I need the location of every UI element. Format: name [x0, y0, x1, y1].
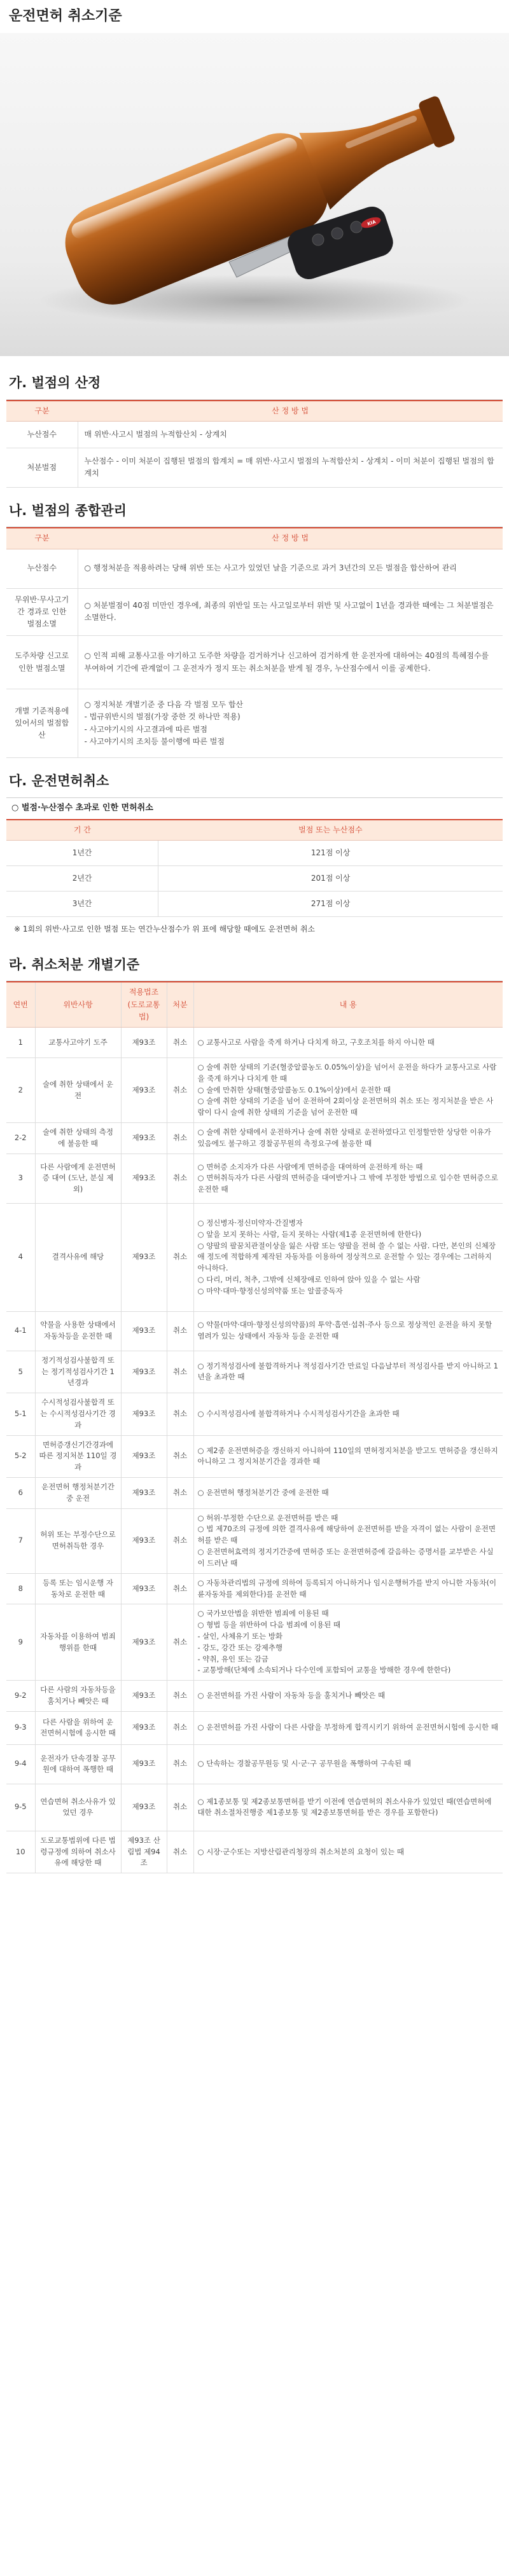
row-content-line: ○ 허위·부정한 수단으로 운전면허를 받은 때 [197, 1513, 338, 1522]
row-label: 도주차량 신고로 인한 벌점소멸 [6, 636, 78, 689]
revocation-criteria-table [6, 981, 503, 1873]
footnote: ※ 1회의 위반·사고로 인한 벌점 또는 연간누산점수가 위 표에 해당할 때에도 운전면허 취소 [14, 924, 316, 933]
row-action: 취소 [167, 1681, 193, 1712]
row-content-line: ○ 마약·대마·향정신성의약품 또는 알콜중독자 [197, 1286, 343, 1295]
row-number: 9-4 [6, 1744, 35, 1784]
row-law: 제93조 [121, 1508, 167, 1573]
row-law: 제93조 [121, 1711, 167, 1744]
row-action: 취소 [167, 1203, 193, 1311]
row-line: ○ 정지처분 개별기준 중 다음 각 벌점 모두 합산 [84, 700, 244, 710]
row-content [193, 1393, 503, 1435]
row-violation: 허위 또는 부정수단으로 면허취득한 경우 [35, 1508, 121, 1573]
section-license-revocation [0, 758, 509, 942]
table-row [6, 1711, 503, 1744]
row-violation: 다른 사람의 자동차등을 훔치거나 빼앗은 때 [35, 1681, 121, 1712]
section-title-calculation: 가. 벌점의 산정 [6, 360, 503, 400]
points-cell: 201점 이상 [158, 865, 503, 891]
row-action: 취소 [167, 1604, 193, 1681]
row-number: 9-5 [6, 1784, 35, 1831]
column-header-law: 적용법조 (도로교통법) [121, 982, 167, 1027]
page-title: 운전면허 취소기준 [9, 8, 122, 24]
row-violation: 면허증갱신기간경과에 따른 정지처분 110일 경과 [35, 1435, 121, 1477]
row-content [193, 1784, 503, 1831]
row-action: 취소 [167, 1744, 193, 1784]
row-label: 처분벌점 [6, 448, 78, 487]
row-content [193, 1831, 503, 1873]
table-row [6, 1831, 503, 1873]
row-text [78, 549, 503, 588]
row-content [193, 1028, 503, 1058]
row-content-line: ○ 면허취득자가 다른 사람의 면허증을 대여받거나 그 밖에 부정한 방법으로 입수한 면허증으로 운전한 때 [197, 1173, 498, 1194]
table-row [6, 1573, 503, 1604]
row-content [193, 1123, 503, 1154]
row-content-line: ○ 술에 취한 상태에서 운전하거나 술에 취한 상태로 운전하였다고 인정할만한 상당한 이유가 있음에도 불구하고 경찰공무원의 측정요구에 불응한 때 [197, 1127, 491, 1148]
car-key-brand-logo: KIA [366, 219, 377, 227]
row-violation: 결격사유에 해당 [35, 1203, 121, 1311]
points-cell: 271점 이상 [158, 891, 503, 916]
row-action: 취소 [167, 1393, 193, 1435]
section-penalty-calculation [0, 360, 509, 488]
row-line: ○ 인적 피해 교통사고를 야기하고 도주한 차량을 검거하거나 신고하여 검거하게 한 운전자에 대하여는 40점의 특혜점수를 부여하여 기간에 관계없이 그 운전자가 정지 또는 취소처분을 받게 될 경우, 누산점수에서 이를 공제한다. [84, 651, 489, 673]
row-label: 누산점수 [6, 421, 78, 448]
column-header-content: 내 용 [193, 982, 503, 1027]
row-content [193, 1351, 503, 1393]
row-number: 5-1 [6, 1393, 35, 1435]
row-violation: 정기적성검사불합격 또는 정기적성검사기간 1년경과 [35, 1351, 121, 1393]
points-cell: 121점 이상 [158, 840, 503, 865]
row-content-line: ○ 운전면허를 가진 사람이 다른 사람을 부정하게 합격시키기 위하여 운전면허시험에 응시한 때 [197, 1723, 498, 1732]
row-law: 제93조 [121, 1604, 167, 1681]
column-header-category: 구분 [6, 528, 78, 549]
column-header-method: 산 정 방 법 [78, 528, 503, 549]
table-row [6, 1744, 503, 1784]
column-header-period: 기 간 [6, 820, 158, 841]
row-law: 제93조 [121, 1351, 167, 1393]
row-law: 제93조 [121, 1393, 167, 1435]
row-content [193, 1744, 503, 1784]
row-content [193, 1508, 503, 1573]
column-header-action: 처분 [167, 982, 193, 1027]
row-line: ○ 행정처분을 적용하려는 당해 위반 또는 사고가 있었던 날을 기준으로 과거 3년간의 모든 벌점을 합산하여 관리 [84, 563, 457, 573]
table-row [6, 1123, 503, 1154]
row-text [78, 689, 503, 758]
row-content-line: - 살인, 사체유기 또는 방화 [197, 1631, 283, 1641]
row-violation: 자동차를 이용하여 범죄행위를 한때 [35, 1604, 121, 1681]
row-number: 1 [6, 1028, 35, 1058]
table-row [6, 1058, 503, 1123]
row-violation: 술에 취한 상태의 측정에 불응한 때 [35, 1123, 121, 1154]
row-content-line: ○ 양팔의 팔꿈치관절이상을 잃은 사람 또는 양팔을 전혀 쓸 수 없는 사람. 다만, 본인의 신체장애 정도에 적합하게 제작된 자동차를 이용하여 정상적으로 운전할 수 있는 경우에는 그러하지 아니하다. [197, 1241, 496, 1273]
row-content [193, 1604, 503, 1681]
row-action: 취소 [167, 1711, 193, 1744]
table-row [6, 1681, 503, 1712]
revocation-threshold-table [6, 819, 503, 917]
row-law: 제93조 [121, 1478, 167, 1509]
period-cell: 3년간 [6, 891, 158, 916]
table-row [6, 1311, 503, 1351]
section-penalty-management [0, 488, 509, 758]
row-number: 3 [6, 1154, 35, 1203]
section-revocation-criteria [0, 942, 509, 1873]
table-row [6, 448, 503, 487]
row-content-line: ○ 수시적성검사에 불합격하거나 수시적성검사기간을 초과한 때 [197, 1409, 400, 1418]
row-number: 9-2 [6, 1681, 35, 1712]
row-law: 제93조 [121, 1681, 167, 1712]
table-row [6, 689, 503, 758]
row-action: 취소 [167, 1573, 193, 1604]
table-row [6, 1784, 503, 1831]
row-violation: 연습면허 취소사유가 있었던 경우 [35, 1784, 121, 1831]
row-content-line: ○ 제2종 운전면허증을 갱신하지 아니하여 110일의 면허정지처분을 받고도 면허증을 갱신하지 아니하고 그 정지처분기간을 경과한 때 [197, 1445, 498, 1466]
row-content-line: ○ 다리, 머리, 척추, 그밖에 신체장애로 인하여 앉아 있을 수 없는 사람 [197, 1274, 421, 1284]
row-action: 취소 [167, 1831, 193, 1873]
table-row [6, 421, 503, 448]
row-content-line: ○ 운전면허효력의 정지기간중에 면허증 또는 운전면허증에 갈음하는 증명서를 교부받은 사실이 드러난 때 [197, 1547, 494, 1567]
table-row [6, 1154, 503, 1203]
period-cell: 2년간 [6, 865, 158, 891]
penalty-calculation-table [6, 400, 503, 488]
period-cell: 1년간 [6, 840, 158, 865]
column-header-violation: 위반사항 [35, 982, 121, 1027]
row-text: 누산점수 - 이미 처분이 집행된 벌점의 합계치 = 매 위반·사고시 벌점의 누적합산치 - 상계치 - 이미 처분이 집행된 벌점의 합계치 [78, 448, 503, 487]
row-content-line: ○ 운전면허를 가진 사람이 자동차 등을 훔치거나 빼앗은 때 [197, 1691, 386, 1700]
row-label: 무위반·무사고기간 경과로 인한 벌점소멸 [6, 588, 78, 636]
row-content [193, 1478, 503, 1509]
row-content-line: ○ 술에 만취한 상태(혈중알콜농도 0.1%이상)에서 운전한 때 [197, 1085, 391, 1094]
row-number: 5 [6, 1351, 35, 1393]
row-violation: 운전면허 행정처분기간 중 운전 [35, 1478, 121, 1509]
row-action: 취소 [167, 1123, 193, 1154]
row-content-line: ○ 시장·군수또는 지방산림관리청장의 취소처분의 요청이 있는 때 [197, 1847, 404, 1856]
row-action: 취소 [167, 1784, 193, 1831]
column-header-number: 연번 [6, 982, 35, 1027]
table-row [6, 1351, 503, 1393]
row-violation: 약물을 사용한 상태에서 자동차등을 운전한 때 [35, 1311, 121, 1351]
row-number: 10 [6, 1831, 35, 1873]
row-label: 누산점수 [6, 549, 78, 588]
row-law: 제93조 [121, 1203, 167, 1311]
section-title-management: 나. 벌점의 종합관리 [6, 488, 503, 528]
row-violation: 수시적성검사불합격 또는 수시적성검사기간 경과 [35, 1393, 121, 1435]
row-violation: 다른 사람을 위하여 운전면허시험에 응시한 때 [35, 1711, 121, 1744]
row-label: 개별 기준적용에 있어서의 벌점합산 [6, 689, 78, 758]
row-content [193, 1681, 503, 1712]
row-number: 5-2 [6, 1435, 35, 1477]
row-content-line: ○ 단속하는 경찰공무원등 및 시·군·구 공무원을 폭행하여 구속된 때 [197, 1759, 411, 1768]
row-content-line: ○ 운전면허 행정처분기간 중에 운전한 때 [197, 1487, 329, 1497]
row-number: 4 [6, 1203, 35, 1311]
table-row [6, 1508, 503, 1573]
row-action: 취소 [167, 1435, 193, 1477]
row-content-line: ○ 형법 등을 위반하여 다음 범죄에 이용된 때 [197, 1620, 340, 1630]
table-row [6, 1478, 503, 1509]
row-violation: 술에 취한 상태에서 운전 [35, 1058, 121, 1123]
table-row [6, 588, 503, 636]
hero-image [0, 33, 509, 356]
row-content-line: ○ 술에 취한 상태의 기준(혈중알콜농도 0.05%이상)을 넘어서 운전을 하다가 교통사고로 사람을 죽게 하거나 다치게 한 때 [197, 1063, 497, 1083]
row-content [193, 1435, 503, 1477]
table-row [6, 636, 503, 689]
column-header-category: 구분 [6, 401, 78, 422]
row-text [78, 636, 503, 689]
row-violation: 도로교통법위에 다른 법령규정에 의하여 취소사유에 해당한 때 [35, 1831, 121, 1873]
row-violation: 다른 사람에게 운전면허증 대여 (도난, 분실 제외) [35, 1154, 121, 1203]
table-row [6, 1203, 503, 1311]
row-law: 제93조 [121, 1058, 167, 1123]
row-action: 취소 [167, 1478, 193, 1509]
row-content [193, 1311, 503, 1351]
row-content-line: ○ 면허증 소지자가 다른 사람에게 면허증을 대여하여 운전하게 하는 때 [197, 1162, 423, 1171]
row-law: 제93조 [121, 1784, 167, 1831]
penalty-management-table [6, 527, 503, 758]
row-content-line: ○ 제1종보통 및 제2종보통면허를 받기 이전에 연습면허의 취소사유가 있었던 때(연습면허에 대한 취소절차진행중 제1종보통 및 제2종보통면허를 받은 경우를 포함한다) [197, 1796, 492, 1817]
row-law: 제93조 [121, 1028, 167, 1058]
criteria-table-body [6, 1028, 503, 1873]
row-action: 취소 [167, 1028, 193, 1058]
table-row [6, 891, 503, 916]
row-number: 7 [6, 1508, 35, 1573]
row-content-line: ○ 자동차관리법의 규정에 의하여 등록되지 아니하거나 임시운행허가를 받지 아니한 자동차(이륜자동차를 제외한다)를 운전한 때 [197, 1578, 497, 1599]
table-row [6, 865, 503, 891]
row-content [193, 1154, 503, 1203]
beer-bottle-and-car-key-illustration [0, 33, 509, 356]
section-title-revocation: 다. 운전면허취소 [6, 758, 503, 798]
row-content-line: ○ 정신병자·정신미약자·간질병자 [197, 1218, 303, 1227]
table-row [6, 1435, 503, 1477]
row-number: 4-1 [6, 1311, 35, 1351]
section-title-criteria: 라. 취소처분 개별기준 [6, 942, 503, 982]
table-row [6, 840, 503, 865]
row-violation: 등록 또는 임시운행 자동차로 운전한 때 [35, 1573, 121, 1604]
row-content-line: - 교통방해(단체에 소속되거나 다수인에 포함되어 교통을 방해한 경우에 한한다) [197, 1665, 451, 1675]
subsection-title: ○ 벌점·누산점수 초과로 인한 면허취소 [11, 802, 153, 813]
row-number: 9 [6, 1604, 35, 1681]
row-content-line: - 약취, 유인 또는 감금 [197, 1654, 268, 1663]
row-content-line: ○ 술에 취한 상태의 기준을 넘어 운전하여 2회이상 운전면허의 취소 또는 정지처분을 받은 사람이 다시 술에 취한 상태의 기준을 넘어 운전한 때 [197, 1096, 494, 1117]
row-content-line: ○ 앞을 보지 못하는 사람, 듣지 못하는 사람(제1종 운전면허에 한한다) [197, 1229, 422, 1239]
table-row [6, 549, 503, 588]
row-text [78, 588, 503, 636]
row-action: 취소 [167, 1311, 193, 1351]
row-line: - 사고야기시의 사고결과에 따른 벌점 [84, 724, 207, 734]
row-law: 제93조 [121, 1744, 167, 1784]
row-number: 2 [6, 1058, 35, 1123]
row-line: - 사고야기시의 조치등 불이행에 따른 벌점 [84, 736, 225, 746]
row-content-line: ○ 약물(마약·대마·향정신성의약품)의 투약·흡연·섭취·주사 등으로 정상적인 운전을 하지 못할 염려가 있는 상태에서 자동차 등을 운전한 때 [197, 1320, 492, 1341]
row-content-line: - 강도, 강간 또는 강제추행 [197, 1643, 283, 1652]
table-row [6, 1604, 503, 1681]
row-law: 제93조 [121, 1154, 167, 1203]
row-content-line: ○ 법 제70조의 규정에 의한 결격사유에 해당하여 운전면허를 받을 자격이 없는 사람이 운전면허를 받은 때 [197, 1524, 496, 1545]
row-action: 취소 [167, 1154, 193, 1203]
row-number: 6 [6, 1478, 35, 1509]
row-number: 2-2 [6, 1123, 35, 1154]
row-law: 제93조 [121, 1573, 167, 1604]
row-content [193, 1573, 503, 1604]
row-law: 제93조 [121, 1123, 167, 1154]
row-number: 8 [6, 1573, 35, 1604]
table-row [6, 1028, 503, 1058]
row-line: - 법규위반시의 벌점(가장 중한 것 하나만 적용) [84, 712, 241, 722]
row-content [193, 1203, 503, 1311]
row-content-line: ○ 정기적성검사에 불합격하거나 적성검사기간 만료일 다음날부터 적성검사를 받지 아니하고 1년을 초과한 때 [197, 1361, 498, 1382]
row-action: 취소 [167, 1351, 193, 1393]
table-row [6, 1393, 503, 1435]
row-violation: 교통사고야기 도주 [35, 1028, 121, 1058]
row-content-line: ○ 교통사고로 사람을 죽게 하거나 다치게 하고, 구호조치를 하지 아니한 때 [197, 1037, 435, 1047]
row-text: 매 위반·사고시 벌점의 누적합산치 - 상계치 [78, 421, 503, 448]
row-content [193, 1058, 503, 1123]
row-law: 제93조 산림법 제94조 [121, 1831, 167, 1873]
column-header-method: 산 정 방 법 [78, 401, 503, 422]
row-action: 취소 [167, 1508, 193, 1573]
column-header-points: 벌점 또는 누산점수 [158, 820, 503, 841]
row-action: 취소 [167, 1058, 193, 1123]
row-content [193, 1711, 503, 1744]
row-law: 제93조 [121, 1435, 167, 1477]
row-law: 제93조 [121, 1311, 167, 1351]
row-number: 9-3 [6, 1711, 35, 1744]
row-content-line: ○ 국가보안법을 위반한 범죄에 이용된 때 [197, 1609, 329, 1618]
row-line: ○ 처분벌점이 40점 미만인 경우에, 최종의 위반일 또는 사고일로부터 위반 및 사고없이 1년을 경과한 때에는 그 처분벌점은 소멸한다. [84, 601, 494, 623]
row-violation: 운전자가 단속경찰 공무원에 대하여 폭행한 때 [35, 1744, 121, 1784]
